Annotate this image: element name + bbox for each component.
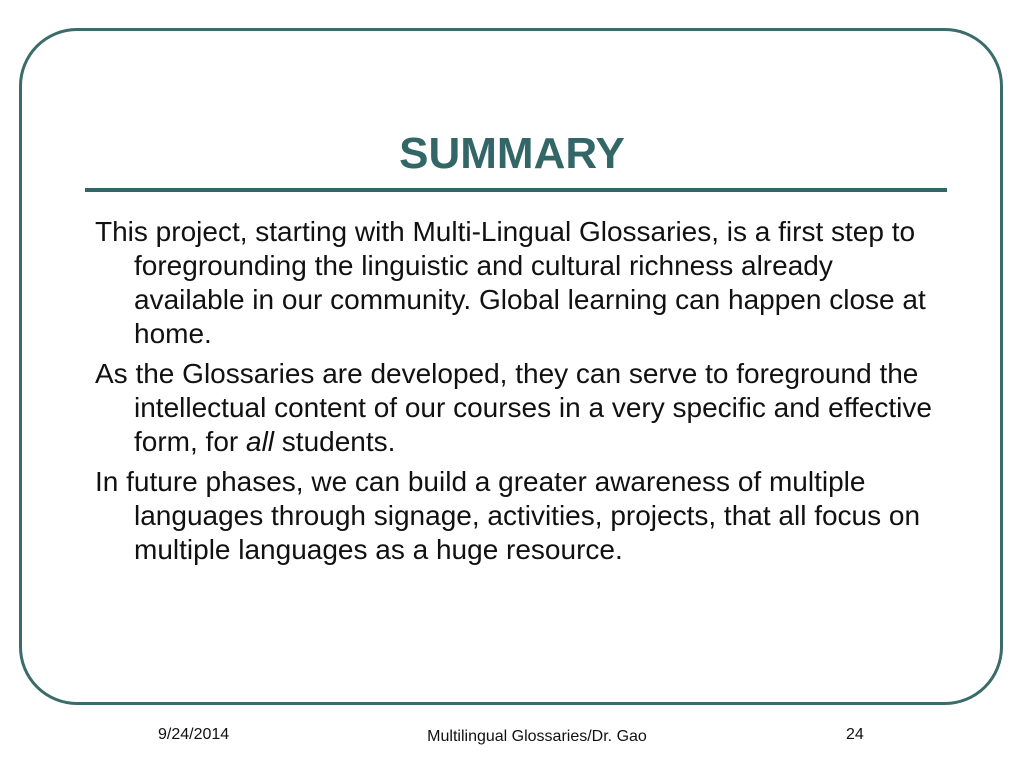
paragraph-2-text-after: students.: [274, 426, 396, 457]
slide-body: [95, 215, 935, 573]
paragraph-1: This project, starting with Multi-Lingual Glossaries, is a first step to foregrounding the linguistic and cultural richness already available in our community. Global learning can happen close at home.: [95, 216, 926, 349]
footer-date: 9/24/2014: [158, 726, 230, 743]
title-divider: [85, 188, 947, 192]
paragraph-3: In future phases, we can build a greater awareness of multiple languages through signage, activities, projects, that all focus on multiple languages as a huge resource.: [95, 466, 921, 565]
footer-page-number: 24: [846, 726, 864, 743]
paragraph-2-emphasis: all: [246, 426, 275, 457]
slide-title: SUMMARY: [399, 129, 625, 178]
footer-title: Multilingual Glossaries/Dr. Gao: [427, 728, 647, 745]
paragraph-2: [95, 357, 935, 459]
paragraph-2-text-before: As the Glossaries are developed, they can serve to foreground the intellectual content of our courses in a very specific and effective form, for: [95, 358, 932, 457]
